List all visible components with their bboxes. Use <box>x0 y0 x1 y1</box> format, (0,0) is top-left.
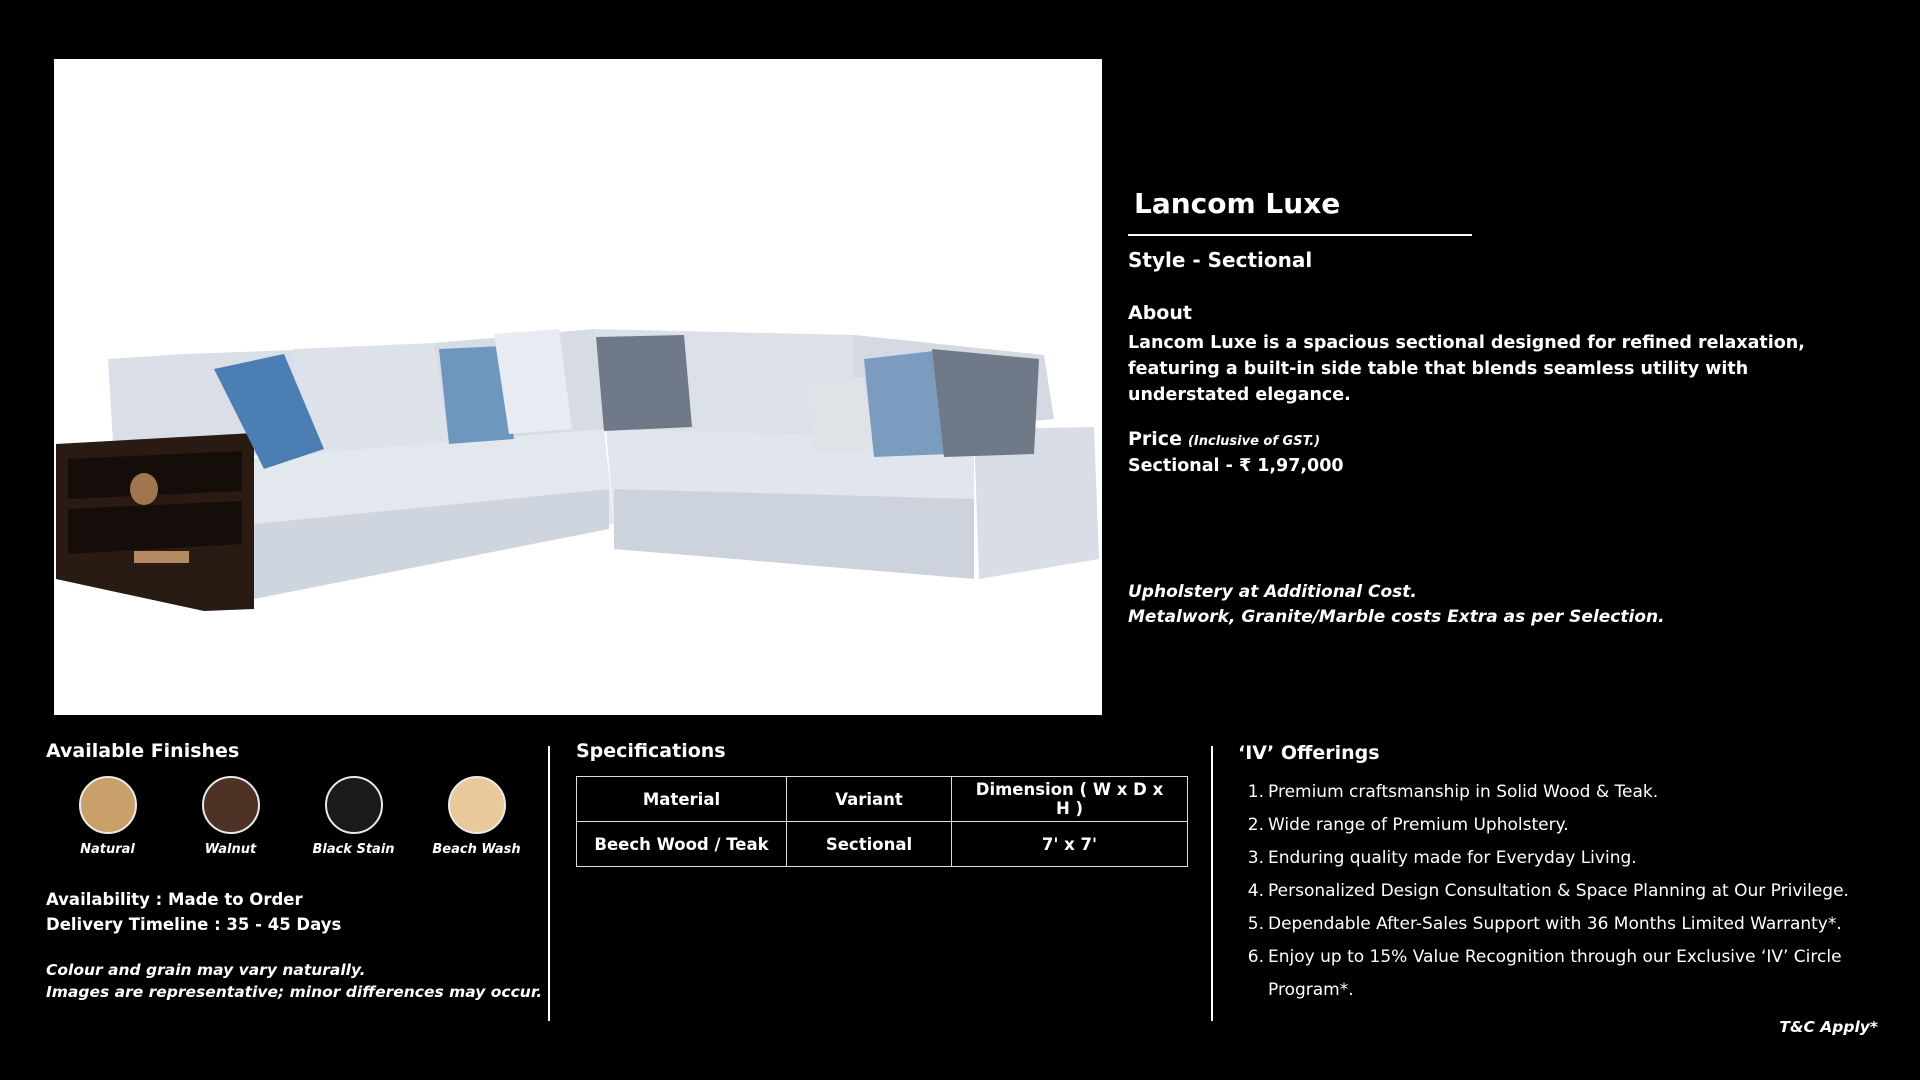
swatch-label: Natural <box>80 842 135 857</box>
specifications-section <box>576 740 1188 867</box>
offerings-title: ‘IV’ Offerings <box>1238 742 1380 764</box>
item-text: Enduring quality made for Everyday Living. <box>1268 848 1637 868</box>
offerings-section <box>1238 742 1878 1007</box>
item-number: 2. <box>1247 815 1264 835</box>
list-item <box>1238 809 1878 842</box>
price-label: Price <box>1128 428 1182 450</box>
cell-dimension: 7' x 7' <box>952 822 1188 867</box>
cell-variant: Sectional <box>787 822 952 867</box>
swatch-label: Walnut <box>204 842 257 857</box>
item-text: Dependable After-Sales Support with 36 Months Limited Warranty*. <box>1268 914 1842 934</box>
swatch-circle <box>202 776 260 834</box>
sectional-sofa-illustration <box>54 59 1102 715</box>
table-row <box>577 822 1188 867</box>
price-note: (Inclusive of GST.) <box>1187 434 1321 449</box>
finishes-section <box>46 740 546 1003</box>
swatch-label: Black Stain <box>312 842 395 857</box>
table-header-row <box>577 777 1188 822</box>
swatch-circle <box>79 776 137 834</box>
product-style: Style - Sectional <box>1128 248 1313 272</box>
list-item <box>1238 776 1878 809</box>
swatch-circle <box>325 776 383 834</box>
finish-swatch-black-stain[interactable] <box>292 776 415 857</box>
item-number: 4. <box>1247 881 1264 901</box>
price-heading <box>1128 428 1888 450</box>
cost-notes <box>1128 580 1665 630</box>
disclaimer-colour: Colour and grain may vary naturally. <box>46 961 366 979</box>
item-text: Premium craftsmanship in Solid Wood & Teak. <box>1268 782 1659 802</box>
product-image <box>54 59 1102 715</box>
finish-swatches <box>46 776 546 857</box>
upholstery-note: Upholstery at Additional Cost. <box>1128 582 1417 602</box>
item-number: 3. <box>1247 848 1264 868</box>
finishes-title: Available Finishes <box>46 740 240 762</box>
title-underline <box>1128 234 1472 236</box>
finish-swatch-beach-wash[interactable] <box>415 776 538 857</box>
list-item <box>1238 842 1878 875</box>
item-text: Personalized Design Consultation & Space Planning at Our Privilege. <box>1268 881 1849 901</box>
item-text: Wide range of Premium Upholstery. <box>1268 815 1569 835</box>
header-material: Material <box>577 777 787 822</box>
finish-swatch-natural[interactable] <box>46 776 169 857</box>
product-title: Lancom Luxe <box>1134 187 1341 220</box>
disclaimer <box>46 959 546 1003</box>
terms-conditions: T&C Apply* <box>1779 1018 1878 1036</box>
list-item <box>1238 941 1878 1007</box>
cell-material: Beech Wood / Teak <box>577 822 787 867</box>
price-value: Sectional - ₹ 1,97,000 <box>1128 456 1344 476</box>
header-dimension: Dimension ( W x D x H ) <box>952 777 1188 822</box>
item-number: 6. <box>1247 947 1264 967</box>
about-text: Lancom Luxe is a spacious sectional designed for refined relaxation, featuring a built-in side table that blends seamless utility with understated elegance. <box>1128 333 1805 405</box>
swatch-label: Beach Wash <box>432 842 521 857</box>
specifications-title: Specifications <box>576 740 726 762</box>
divider-left <box>548 746 550 1021</box>
item-number: 1. <box>1247 782 1264 802</box>
availability-block <box>46 887 546 937</box>
finish-swatch-walnut[interactable] <box>169 776 292 857</box>
specifications-table <box>576 776 1188 867</box>
about-heading: About <box>1128 302 1192 324</box>
metalwork-note: Metalwork, Granite/Marble costs Extra as per Selection. <box>1128 607 1665 627</box>
availability: Availability : Made to Order <box>46 890 303 909</box>
disclaimer-images: Images are representative; minor differences may occur. <box>46 983 543 1001</box>
swatch-circle <box>448 776 506 834</box>
divider-right <box>1211 746 1213 1021</box>
delivery-timeline: Delivery Timeline : 35 - 45 Days <box>46 915 342 934</box>
header-variant: Variant <box>787 777 952 822</box>
offerings-list <box>1238 776 1878 1007</box>
list-item <box>1238 875 1878 908</box>
list-item <box>1238 908 1878 941</box>
item-number: 5. <box>1247 914 1264 934</box>
product-info <box>1128 180 1888 476</box>
item-text: Enjoy up to 15% Value Recognition through our Exclusive ‘IV’ Circle Program*. <box>1268 947 1842 1000</box>
